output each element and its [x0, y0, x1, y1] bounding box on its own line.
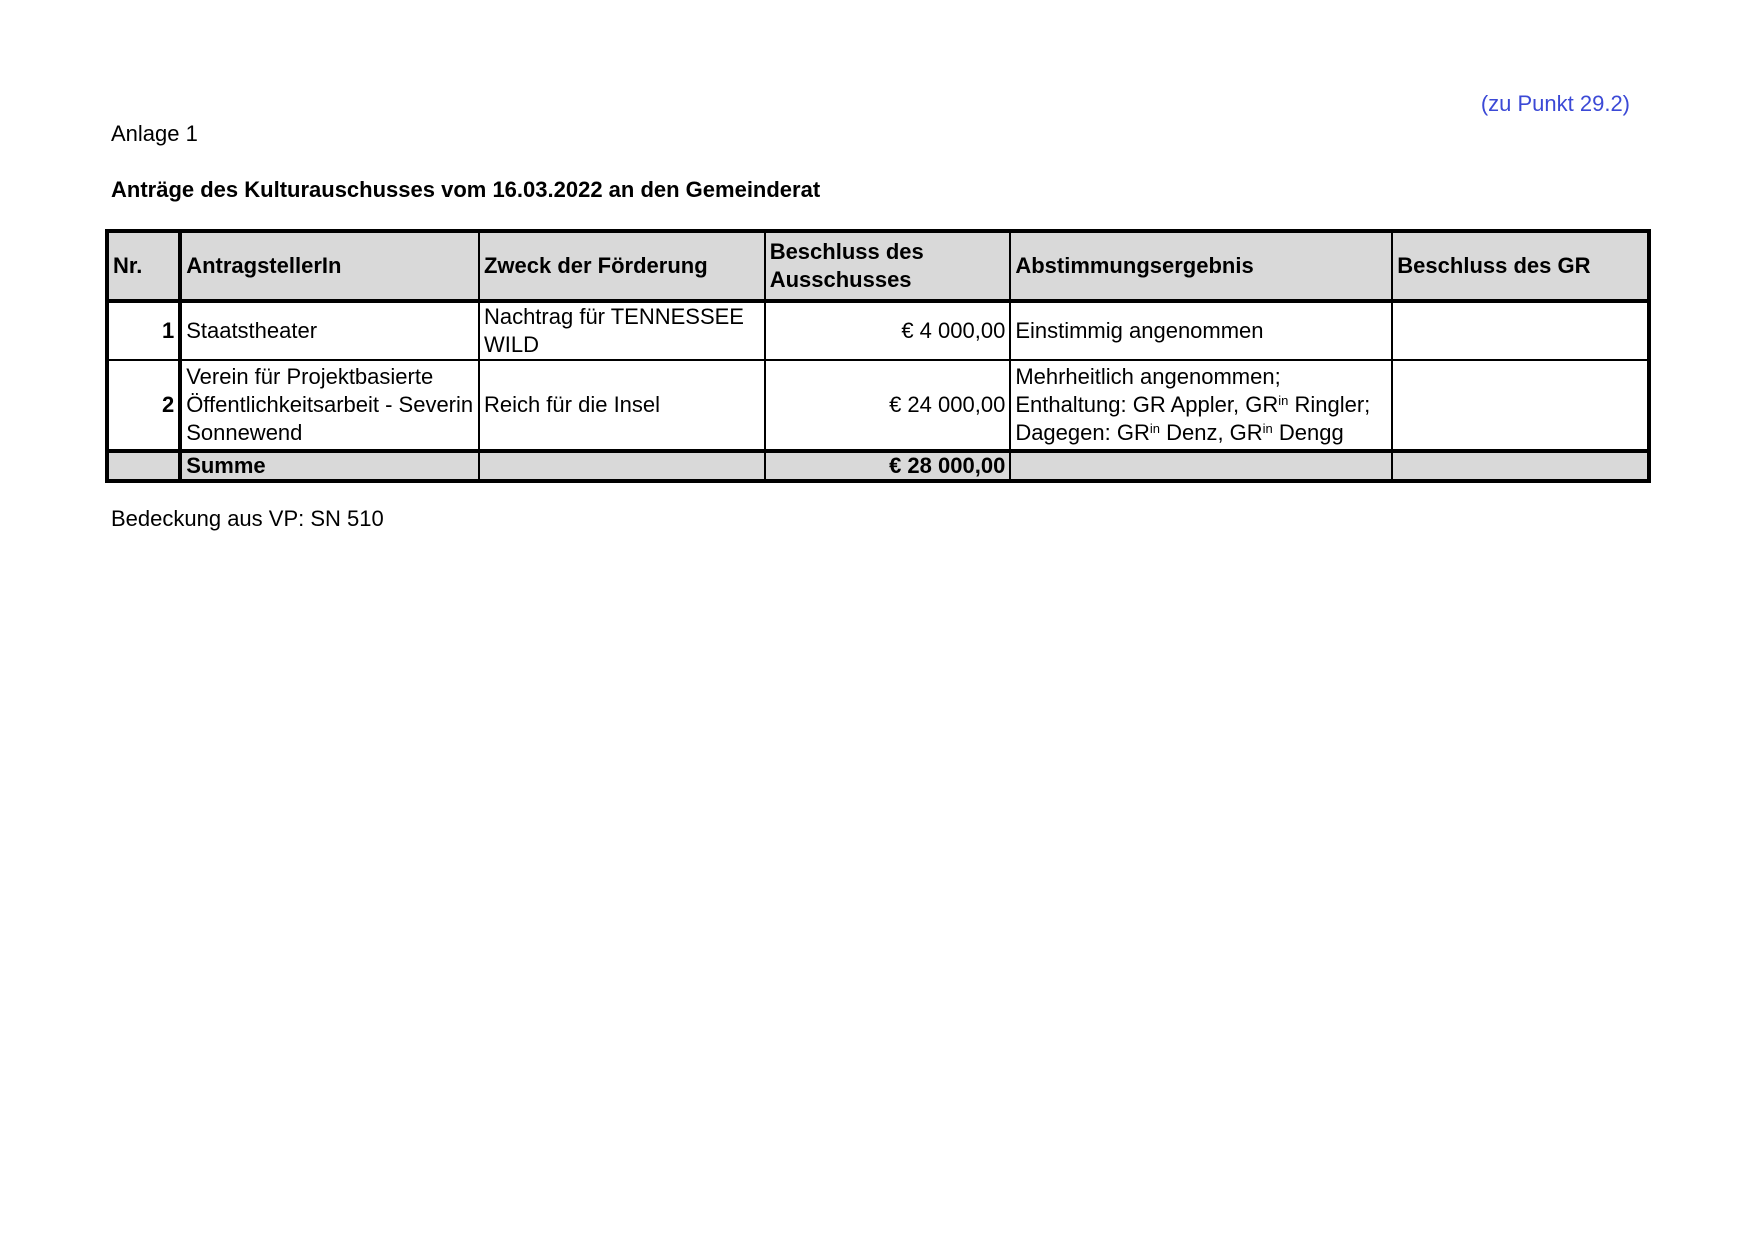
cell-amount: € 24 000,00 — [765, 360, 1011, 451]
header-vote-result: Abstimmungsergebnis — [1010, 231, 1392, 301]
reference-note: (zu Punkt 29.2) — [1480, 91, 1630, 116]
cell-vote-result: Einstimmig angenommen — [1010, 301, 1392, 360]
cell-purpose: Nachtrag für TENNESSEE WILD — [479, 301, 765, 360]
cell-vote-result — [1010, 360, 1392, 451]
cell-amount: € 4 000,00 — [765, 301, 1011, 360]
annex-label: Anlage 1 — [111, 121, 198, 146]
vote-line-3-sup-1: in — [1149, 421, 1160, 436]
header-nr: Nr. — [107, 231, 180, 301]
sum-cell-gr — [1392, 451, 1649, 481]
cell-purpose: Reich für die Insel — [479, 360, 765, 451]
header-purpose: Zweck der Förderung — [479, 231, 765, 301]
cell-applicant: Verein für Projektbasierte Öffentlichkeitsarbeit - Severin Sonnewend — [180, 360, 479, 451]
vote-line-2-prefix: Enthaltung: GR Appler, GR — [1015, 392, 1279, 417]
sum-cell-nr — [107, 451, 180, 481]
cell-nr: 2 — [107, 360, 180, 451]
sum-cell-purpose — [479, 451, 765, 481]
cell-gr-decision — [1392, 301, 1649, 360]
coverage-note: Bedeckung aus VP: SN 510 — [111, 506, 384, 531]
sum-row — [107, 451, 1649, 481]
cell-applicant: Staatstheater — [180, 301, 479, 360]
vote-line-3-suffix: Dengg — [1272, 420, 1344, 445]
vote-line-3-prefix: Dagegen: GR — [1015, 420, 1150, 445]
cell-nr: 1 — [107, 301, 180, 360]
header-gr-decision: Beschluss des GR — [1392, 231, 1649, 301]
vote-line-2-sup: in — [1278, 393, 1289, 408]
sum-amount: € 28 000,00 — [765, 451, 1011, 481]
vote-line-3-mid: Denz, GR — [1159, 420, 1263, 445]
vote-line-1: Mehrheitlich angenommen; — [1015, 364, 1281, 389]
table-row — [107, 360, 1649, 451]
table-row — [107, 301, 1649, 360]
document-title: Anträge des Kulturauschusses vom 16.03.2022 an den Gemeinderat — [111, 177, 821, 202]
sum-cell-vote — [1010, 451, 1392, 481]
header-applicant: AntragstellerIn — [180, 231, 479, 301]
cell-gr-decision — [1392, 360, 1649, 451]
applications-table — [105, 229, 1651, 483]
vote-line-3-sup-2: in — [1262, 421, 1273, 436]
sum-label: Summe — [180, 451, 479, 481]
vote-line-2-suffix: Ringler; — [1288, 392, 1371, 417]
table-header-row — [107, 231, 1649, 301]
header-committee-decision: Beschluss des Ausschusses — [765, 231, 1011, 301]
